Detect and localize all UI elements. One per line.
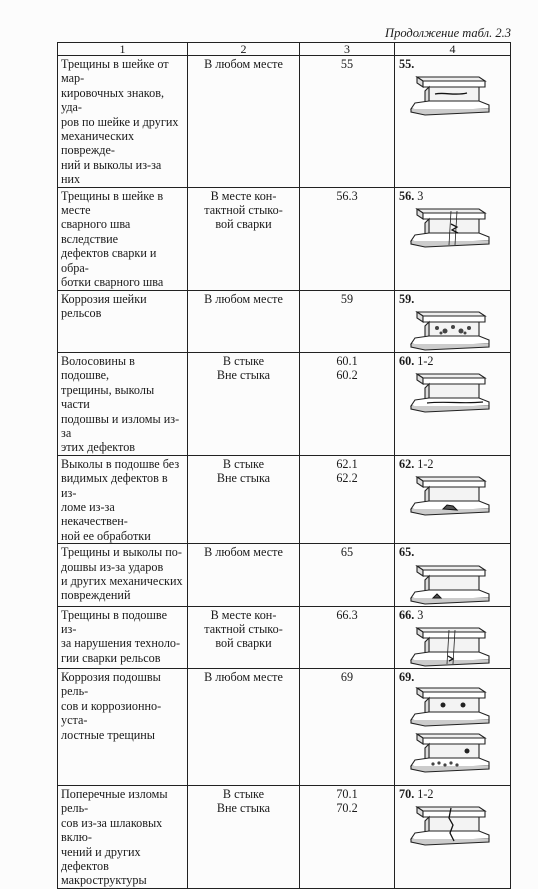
location-line: тактной стыко- (204, 203, 283, 218)
location-line: В стыке (222, 353, 265, 368)
description-line: Коррозия шейки рельсов (61, 291, 147, 320)
description-line: Поперечные изломы рель- (61, 787, 168, 816)
code-line: 55 (340, 57, 354, 71)
description-line: гии сварки рельсов (61, 650, 161, 665)
description-line: механических поврежде- (61, 129, 135, 158)
code-line: 60.2 (336, 368, 358, 383)
description-line: Трещины в шейке от мар- (61, 57, 169, 86)
defect-figure (395, 669, 511, 786)
figure-subnumber: 1-2 (414, 787, 434, 801)
code-line: 60.1 (336, 353, 358, 368)
description-line: Трещины в подошве из- (61, 607, 167, 636)
figure-subnumber: 3 (414, 607, 424, 622)
figure-number: 66. (399, 607, 415, 622)
description-line: сов и коррозионно-уста- (61, 698, 162, 728)
defect-description (58, 56, 188, 188)
defect-figure (395, 455, 511, 543)
defect-location (188, 669, 300, 786)
location-line: В месте кон- (210, 607, 277, 622)
location-line: вой сварки (215, 217, 272, 232)
location-line: тактной стыко- (204, 622, 283, 636)
description-line: сварного шва вследствие (61, 217, 131, 246)
rail-weld-crack-icon (405, 205, 491, 249)
code-line: 56.3 (336, 188, 358, 203)
location-line: вой сварки (215, 636, 272, 651)
table-row (58, 352, 511, 455)
table-row (58, 669, 511, 786)
description-line: чений и других дефектов (61, 844, 141, 874)
figure-number: 62. (399, 456, 415, 471)
figure-subnumber: 1-2 (414, 456, 434, 471)
defect-figure (395, 290, 511, 352)
table-row (58, 455, 511, 543)
header-row (58, 43, 511, 56)
rail-defects-table (57, 42, 511, 889)
code-line: 66.3 (336, 607, 358, 622)
defect-description (58, 606, 188, 668)
defect-description (58, 290, 188, 352)
rail-base-impact-icon (405, 562, 491, 606)
defect-location (188, 56, 300, 188)
rail-base-spall-icon (405, 473, 491, 517)
figure-number: 56. (399, 188, 415, 203)
table-row (58, 786, 511, 889)
table-row (58, 290, 511, 352)
rail-base-corrosion-icon (405, 686, 491, 778)
description-line: видимых дефектов в из- (61, 471, 168, 500)
column-header: 4 (395, 43, 511, 56)
code-line: 70.1 (336, 787, 358, 801)
figure-number: 69. (399, 670, 415, 684)
description-line: Трещины в шейке в месте (61, 188, 164, 218)
column-header: 2 (188, 43, 300, 56)
figure-label (399, 787, 434, 801)
description-line: подошвы и изломы из-за (61, 411, 180, 440)
rail-web-corrosion-icon (405, 308, 491, 352)
location-line: В стыке (222, 787, 265, 801)
location-line: В любом месте (204, 291, 283, 306)
defect-description (58, 352, 188, 455)
defect-figure (395, 187, 511, 290)
code-line: 62.2 (336, 471, 358, 486)
defect-location (188, 455, 300, 543)
figure-subnumber: 3 (414, 188, 424, 203)
defect-code (300, 786, 395, 889)
description-line: ров по шейке и других (61, 114, 179, 129)
table-row (58, 606, 511, 668)
description-line: дошвы из-за ударов (61, 559, 164, 574)
location-line: В любом месте (204, 670, 283, 684)
defect-location (188, 544, 300, 606)
figure-label (399, 670, 414, 684)
rail-web-crack-icon (405, 73, 491, 117)
defect-location (188, 352, 300, 455)
figure-label (399, 57, 414, 71)
figure-label (399, 292, 414, 306)
defect-code (300, 290, 395, 352)
figure-number: 70. (399, 787, 415, 801)
table-row (58, 544, 511, 606)
location-line: В любом месте (204, 545, 283, 560)
defect-location (188, 606, 300, 668)
rail-transverse-fracture-icon (405, 803, 491, 847)
location-line: В месте кон- (210, 188, 277, 203)
defect-code (300, 606, 395, 668)
figure-number: 60. (399, 353, 415, 368)
location-line: Вне стыка (216, 801, 271, 816)
code-line: 65 (340, 545, 354, 560)
location-line: В любом месте (204, 57, 283, 71)
description-line: сов из-за шлаковых вклю- (61, 815, 163, 845)
defect-code (300, 56, 395, 188)
description-line: за нарушения техноло- (61, 636, 181, 651)
defect-description (58, 455, 188, 543)
description-line: Коррозия подошвы рель- (61, 670, 161, 699)
figure-label (399, 608, 423, 622)
figure-number: 59. (399, 291, 415, 306)
description-line: ний и выколы из-за них (61, 157, 162, 187)
description-line: Трещины и выколы по- (61, 545, 182, 560)
defect-figure (395, 786, 511, 889)
defect-code (300, 187, 395, 290)
description-line: трещины, выколы части (61, 382, 155, 412)
location-line: Вне стыка (216, 471, 271, 486)
location-line: Вне стыка (216, 368, 271, 383)
defect-code (300, 544, 395, 606)
rail-base-seam-icon (405, 370, 491, 414)
defect-location (188, 786, 300, 889)
figure-label (399, 545, 414, 559)
code-line: 70.2 (336, 801, 358, 816)
defect-figure (395, 544, 511, 606)
description-line: кировочных знаков, уда- (61, 85, 165, 115)
rail-base-weld-crack-icon (405, 624, 491, 668)
defect-description (58, 786, 188, 889)
defect-figure (395, 606, 511, 668)
description-line: Волосовины в подошве, (61, 353, 135, 383)
figure-number: 55. (399, 57, 415, 71)
figure-number: 65. (399, 545, 415, 560)
code-line: 69 (340, 670, 354, 684)
description-line: ломе из-за некачествен- (61, 499, 128, 529)
defect-code (300, 455, 395, 543)
table-row (58, 187, 511, 290)
defect-figure (395, 352, 511, 455)
column-header: 3 (300, 43, 395, 56)
figure-label (399, 457, 434, 471)
description-line: ботки сварного шва (61, 275, 164, 290)
description-line: ной ее обработки (61, 528, 151, 543)
table-row (58, 56, 511, 188)
description-line: дефектов сварки и обра- (61, 246, 157, 275)
figure-label (399, 354, 434, 368)
defect-figure (395, 56, 511, 188)
table-caption: Продолжение табл. 2.3 (385, 26, 511, 40)
code-line: 59 (340, 291, 354, 306)
column-header: 1 (58, 43, 188, 56)
description-line: лостные трещины (61, 727, 155, 742)
defect-code (300, 352, 395, 455)
defect-code (300, 669, 395, 786)
description-line: и других механических (61, 574, 183, 588)
description-line: Выколы в подошве без (61, 456, 180, 471)
code-line: 62.1 (336, 456, 358, 471)
figure-label (399, 189, 423, 203)
defect-description (58, 669, 188, 786)
defect-description (58, 544, 188, 606)
description-line: макроструктуры (61, 873, 147, 888)
defect-description (58, 187, 188, 290)
location-line: В стыке (222, 456, 265, 471)
defect-location (188, 187, 300, 290)
defect-location (188, 290, 300, 352)
figure-subnumber: 1-2 (414, 353, 434, 368)
description-line: этих дефектов (61, 440, 136, 455)
description-line: повреждений (61, 588, 131, 603)
